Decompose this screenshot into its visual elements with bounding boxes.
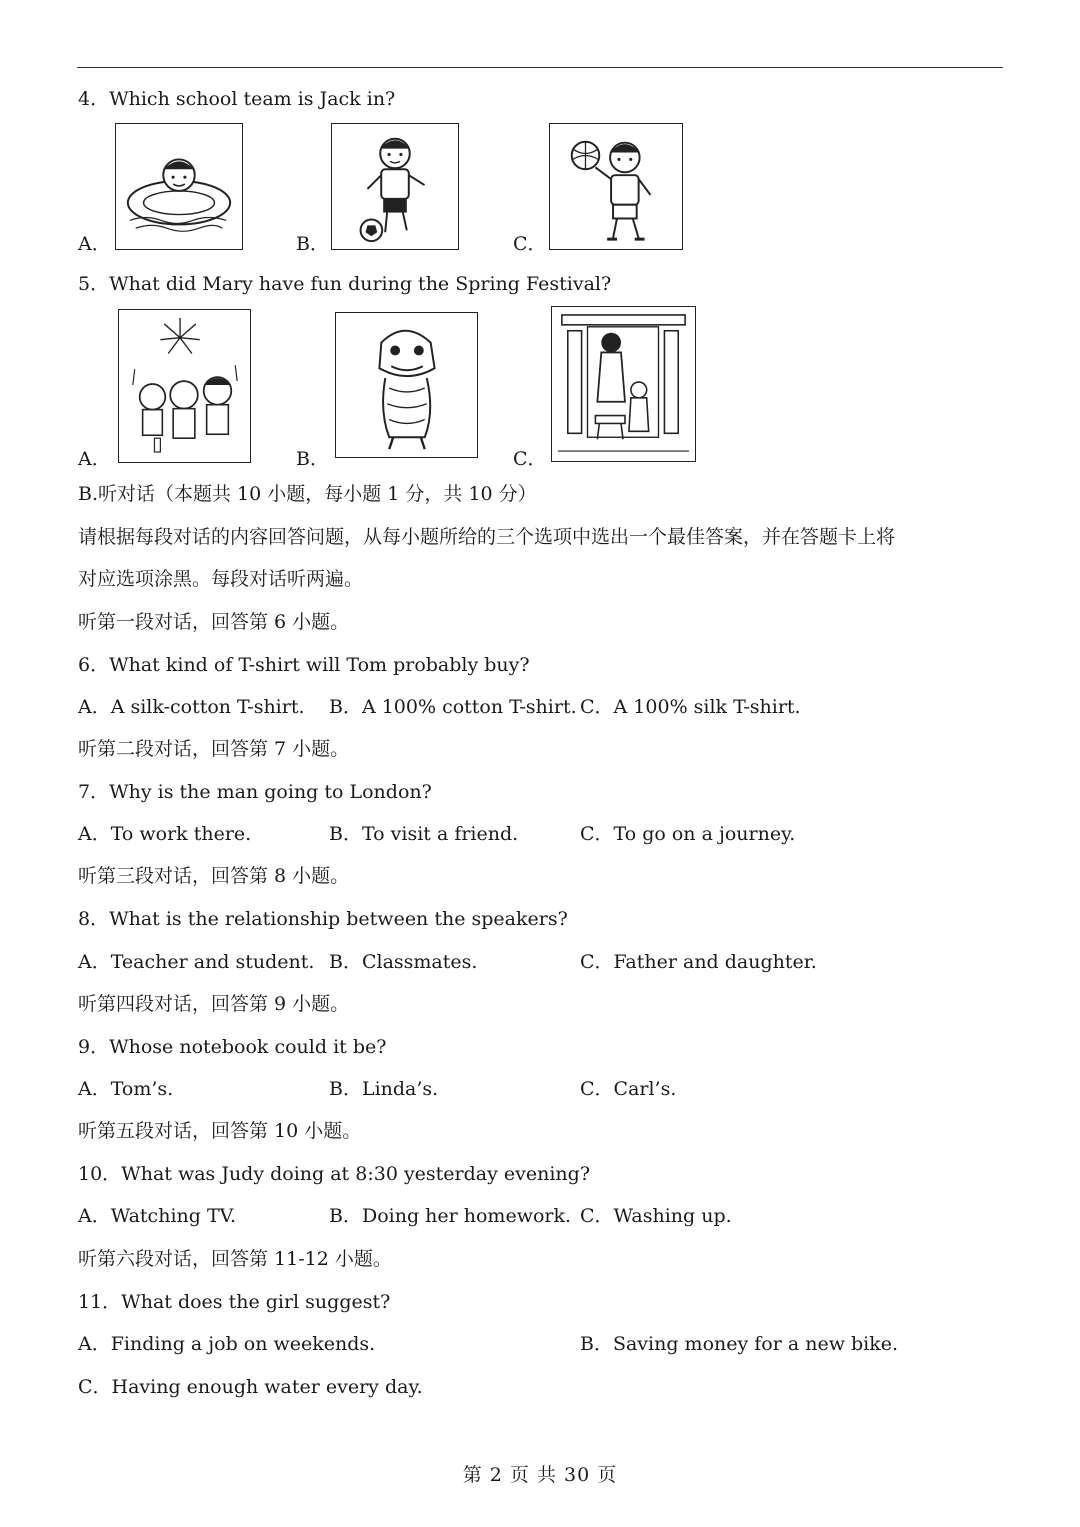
q5-option-b-label: B．	[296, 448, 329, 470]
question-4: 4．Which school team is Jack in?	[78, 88, 396, 110]
dialogue-intro-7: 听第二段对话，回答第 7 小题。	[78, 738, 350, 760]
q4-option-b-label: B．	[296, 233, 329, 255]
q11-option-b: B．Saving money for a new bike.	[580, 1333, 899, 1355]
question-8: 8．What is the relationship between the speakers?	[78, 908, 568, 930]
q10-option-a: A．Watching TV.	[78, 1205, 237, 1227]
soccer-boy-icon	[331, 123, 459, 250]
page-footer: 第 2 页 共 30 页	[462, 1464, 618, 1486]
q9-option-a: A．Tom’s.	[78, 1078, 174, 1100]
q11-option-a: A．Finding a job on weekends.	[78, 1333, 376, 1355]
swimming-boy-icon	[115, 123, 243, 250]
q10-option-b: B．Doing her homework.	[329, 1205, 572, 1227]
section-b-heading: B.听对话（本题共 10 小题，每小题 1 分，共 10 分）	[78, 483, 537, 505]
q8-option-a: A．Teacher and student.	[78, 951, 315, 973]
dialogue-intro-6: 听第一段对话，回答第 6 小题。	[78, 611, 350, 633]
basketball-boy-icon	[549, 123, 683, 250]
question-5: 5．What did Mary have fun during the Spring Festival?	[78, 273, 612, 295]
q9-option-c: C．Carl’s.	[580, 1078, 677, 1100]
question-6: 6．What kind of T-shirt will Tom probably buy?	[78, 654, 530, 676]
fireworks-children-icon	[118, 309, 251, 463]
q6-option-c: C．A 100% silk T-shirt.	[580, 696, 801, 718]
q7-option-b: B．To visit a friend.	[329, 823, 519, 845]
section-b-instruction-line2: 对应选项涂黑。每段对话听两遍。	[78, 568, 364, 590]
q5-option-c-label: C．	[513, 448, 547, 470]
question-9: 9．Whose notebook could it be?	[78, 1036, 387, 1058]
q7-option-a: A．To work there.	[78, 823, 252, 845]
q6-option-a: A．A silk-cotton T-shirt.	[78, 696, 305, 718]
section-b-instruction-line1: 请根据每段对话的内容回答问题，从每小题所给的三个选项中选出一个最佳答案，并在答题卡上将	[78, 526, 896, 548]
q8-option-b: B．Classmates.	[329, 951, 478, 973]
q4-option-a-label: A．	[78, 233, 111, 255]
q10-option-c: C．Washing up.	[580, 1205, 732, 1227]
question-7: 7．Why is the man going to London?	[78, 781, 432, 803]
question-10: 10．What was Judy doing at 8:30 yesterday evening?	[78, 1163, 591, 1185]
top-rule	[77, 67, 1003, 68]
dialogue-intro-9: 听第四段对话，回答第 9 小题。	[78, 993, 350, 1015]
q5-option-a-label: A．	[78, 448, 111, 470]
lion-dance-icon	[335, 312, 478, 458]
q11-option-c: C．Having enough water every day.	[78, 1376, 423, 1398]
dialogue-intro-8: 听第三段对话，回答第 8 小题。	[78, 865, 350, 887]
q7-option-c: C．To go on a journey.	[580, 823, 796, 845]
question-11: 11．What does the girl suggest?	[78, 1291, 391, 1313]
dialogue-intro-11: 听第六段对话，回答第 11-12 小题。	[78, 1248, 392, 1270]
q9-option-b: B．Linda’s.	[329, 1078, 439, 1100]
couplets-door-icon	[551, 306, 696, 462]
q4-option-c-label: C．	[513, 233, 547, 255]
dialogue-intro-10: 听第五段对话，回答第 10 小题。	[78, 1120, 362, 1142]
q8-option-c: C．Father and daughter.	[580, 951, 817, 973]
q6-option-b: B．A 100% cotton T-shirt.	[329, 696, 577, 718]
